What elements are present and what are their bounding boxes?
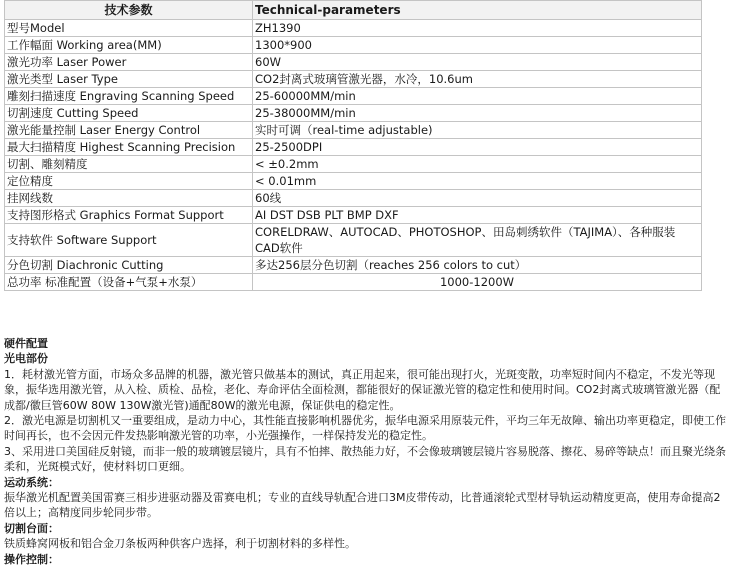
spec-label: 型号Model xyxy=(5,20,253,37)
table-row xyxy=(5,139,702,156)
paragraph-motion: 振华激光机配置美国雷赛三相步进驱动器及雷赛电机；专业的直线导轨配合进口3M皮带传动，比普通滚轮式型材导轨运动精度更高，使用寿命提高2倍以上；高精度同步轮同步带。 xyxy=(4,491,721,520)
spec-value: < 0.01mm xyxy=(253,173,702,190)
spec-value: 1300*900 xyxy=(253,37,702,54)
spec-value: < ±0.2mm xyxy=(253,156,702,173)
spec-table xyxy=(4,0,702,291)
motion-heading: 运动系统： xyxy=(4,475,59,489)
spec-value: 25-60000MM/min xyxy=(253,88,702,105)
table-row xyxy=(5,88,702,105)
table-row xyxy=(5,20,702,37)
spec-label: 分色切割 Diachronic Cutting xyxy=(5,257,253,274)
table-row xyxy=(5,207,702,224)
table-row xyxy=(5,156,702,173)
spec-label: 工作幅面 Working area(MM) xyxy=(5,37,253,54)
spec-label: 激光类型 Laser Type xyxy=(5,71,253,88)
table-row xyxy=(5,257,702,274)
spec-value: 25-38000MM/min xyxy=(253,105,702,122)
hardware-heading: 硬件配置 xyxy=(4,337,48,350)
spec-label: 总功率 标准配置（设备+气泵+水泵） xyxy=(5,274,253,291)
spec-label: 切割、雕刻精度 xyxy=(5,156,253,173)
spec-label: 激光功率 Laser Power xyxy=(5,54,253,71)
spec-label: 最大扫描精度 Highest Scanning Precision xyxy=(5,139,253,156)
description-section xyxy=(4,336,726,567)
table-row xyxy=(5,105,702,122)
cutting-table-heading: 切割台面： xyxy=(4,521,59,535)
spec-value: CO2封离式玻璃管激光器，水冷，10.6um xyxy=(253,71,702,88)
spec-header-left: 技术参数 xyxy=(5,1,253,20)
spec-label: 定位精度 xyxy=(5,173,253,190)
paragraph-cutting-table: 铁质蜂窝网板和铝合金刀条板两种供客户选择，利于切割材料的多样性。 xyxy=(4,537,356,551)
table-row xyxy=(5,224,702,257)
spec-header-right: Technical-parameters xyxy=(253,1,702,20)
paragraph-power-supply: 2．激光电源是切割机又一重要组成，是动力中心，其性能直接影响机器优劣，振华电源采用原装元件，平均三年无故障、输出功率更稳定，即使工作时间再长，也不会因元件发热影响激光管的功率，小光强操作，一样保持发光的稳定性。 xyxy=(4,414,726,443)
spec-label: 雕刻扫描速度 Engraving Scanning Speed xyxy=(5,88,253,105)
spec-header-row xyxy=(5,1,702,20)
spec-value: 多达256层分色切割（reaches 256 colors to cut） xyxy=(253,257,702,274)
spec-value: 60线 xyxy=(253,190,702,207)
spec-label: 切割速度 Cutting Speed xyxy=(5,105,253,122)
table-row xyxy=(5,274,702,291)
table-row xyxy=(5,122,702,139)
table-row xyxy=(5,190,702,207)
spec-label: 支持图形格式 Graphics Format Support xyxy=(5,207,253,224)
spec-value: 实时可调（real-time adjustable) xyxy=(253,122,702,139)
table-row xyxy=(5,54,702,71)
spec-label: 激光能量控制 Laser Energy Control xyxy=(5,122,253,139)
table-row xyxy=(5,173,702,190)
control-heading: 操作控制： xyxy=(4,552,59,566)
spec-label: 挂网线数 xyxy=(5,190,253,207)
table-row xyxy=(5,37,702,54)
spec-value: ZH1390 xyxy=(253,20,702,37)
spec-value: AI DST DSB PLT BMP DXF xyxy=(253,207,702,224)
spec-value: 25-2500DPI xyxy=(253,139,702,156)
spec-value: 1000-1200W xyxy=(253,274,702,291)
spec-value: CORELDRAW、AUTOCAD、PHOTOSHOP、田岛刺绣软件（TAJIMA）、各种服装CAD软件 xyxy=(253,224,702,257)
spec-label: 支持软件 Software Support xyxy=(5,224,253,257)
laser-heading: 光电部份 xyxy=(4,352,48,366)
spec-value: 60W xyxy=(253,54,702,71)
paragraph-mirror: 3、采用进口美国硅反射镜，而非一般的玻璃镀层镜片，具有不怕摔、散热能力好，不会像玻璃镀层镜片容易脱落、擦花、易碎等缺点！而且聚光绕条柔和，光斑模式好，使材料切口更细。 xyxy=(4,444,726,474)
table-row xyxy=(5,71,702,88)
paragraph-laser-tube: 1．耗材激光管方面，市场众多品牌的机器，激光管只做基本的测试，真正用起来，很可能出现打火，光斑变散，功率短时间内不稳定，不发光等现象，振华选用激光管，从入检、质检、品检，老化、寿命评估全面检测，都能很好的保证激光管的稳定性和使用时间。CO2封离式玻璃管激光器（配成都/徽巨管60W 80W 130W激光管)通配80W的激光电源，保证供电的稳定性。 xyxy=(4,367,721,412)
